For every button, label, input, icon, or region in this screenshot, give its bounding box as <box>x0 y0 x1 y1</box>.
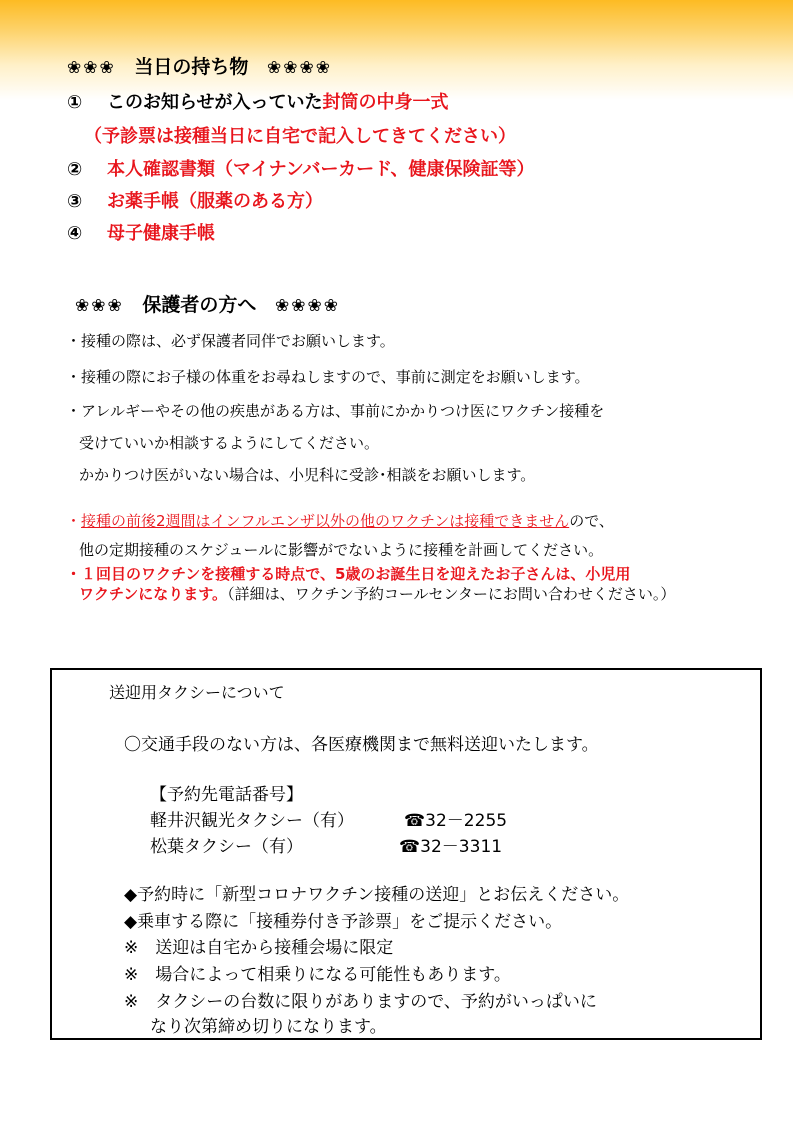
flower-right-icon: ❀❀❀❀ <box>275 296 340 316</box>
taxi-info-box <box>50 668 762 1040</box>
guardian-note-3: ・アレルギーやその他の疾患がある方は、事前にかかりつけ医にワクチン接種を <box>66 402 605 420</box>
warning-2: ・１回目のワクチンを接種する時点で、5歳のお誕生日を迎えたお子さんは、小児用 <box>66 565 631 583</box>
items-section-heading <box>67 52 332 79</box>
list-item-2: ② 本人確認書類（マイナンバーカード、健康保険証等） <box>67 159 535 180</box>
taxi-note-1: ◆予約時に「新型コロナワクチン接種の送迎」とお伝えください。 <box>124 885 630 905</box>
phone-header: 【予約先電話番号】 <box>150 785 303 805</box>
warning-2-cont: ワクチンになります。（詳細は、ワクチン予約コールセンターにお問い合わせください。） <box>79 585 676 603</box>
guardian-note-1: ・接種の際は、必ず保護者同伴でお願いします。 <box>66 332 395 350</box>
warning-1-cont: 他の定期接種のスケジュールに影響がでないように接種を計画してください。 <box>79 541 604 559</box>
taxi-intro: 〇交通手段のない方は、各医療機関まで無料送迎いたします。 <box>124 735 599 755</box>
taxi-company-2-name: 松葉タクシー（有） <box>150 837 303 857</box>
list-item-3: ③ お薬手帳（服薬のある方） <box>67 191 323 212</box>
warning-1: ・接種の前後2週間はインフルエンザ以外の他のワクチンは接種できませんので、 <box>66 512 614 530</box>
list-item-1: ① このお知らせが入っていた封筒の中身一式 <box>67 92 449 113</box>
taxi-company-2-phone: ☎32－3311 <box>399 837 503 857</box>
list-item-4: ④ 母子健康手帳 <box>67 223 215 244</box>
taxi-company-1-phone: ☎32－2255 <box>404 811 508 831</box>
flower-left-icon: ❀❀❀ <box>75 296 124 316</box>
taxi-note-2: ◆乗車する際に「接種券付き予診票」をご提示ください。 <box>124 912 563 932</box>
guardian-note-4: かかりつけ医がいない場合は、小児科に受診･相談をお願いします。 <box>79 466 536 484</box>
taxi-note-3: ※ 送迎は自宅から接種会場に限定 <box>124 938 394 958</box>
taxi-note-4: ※ 場合によって相乗りになる可能性もあります。 <box>124 965 511 985</box>
flower-right-icon: ❀❀❀❀ <box>267 58 332 78</box>
guardian-section-heading <box>75 290 340 317</box>
taxi-note-5: ※ タクシーの台数に限りがありますので、予約がいっぱいに <box>124 992 597 1012</box>
taxi-note-5-cont: なり次第締め切りになります。 <box>150 1017 387 1037</box>
guardian-note-3-cont: 受けていいか相談するようにしてください。 <box>79 434 380 452</box>
taxi-company-1-name: 軽井沢観光タクシー（有） <box>150 811 354 831</box>
list-item-1-sub: （予診票は接種当日に自宅で記入してきてください） <box>84 126 516 147</box>
guardian-section-title: 保護者の方へ <box>142 294 257 316</box>
flower-left-icon: ❀❀❀ <box>67 58 116 78</box>
guardian-note-2: ・接種の際にお子様の体重をお尋ねしますので、事前に測定をお願いします。 <box>66 368 590 386</box>
items-section-title: 当日の持ち物 <box>134 56 249 78</box>
taxi-box-title: 送迎用タクシーについて <box>109 683 285 702</box>
warning-1-emphasis: 接種の前後2週間はインフルエンザ以外の他のワクチンは接種できません <box>81 512 570 530</box>
